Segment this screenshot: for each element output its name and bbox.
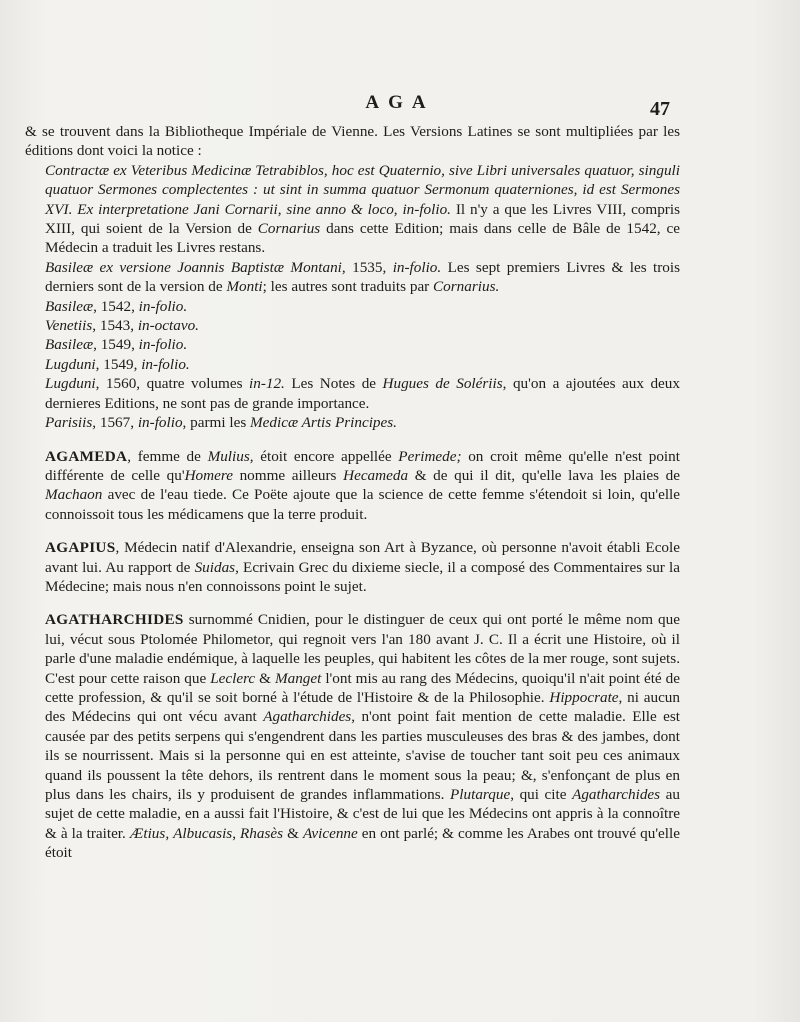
entry-name: Hecameda xyxy=(343,466,409,484)
edition-format: in-folio. xyxy=(138,336,188,354)
edition-year: , 1549, xyxy=(95,355,142,373)
edition-place: Basileæ xyxy=(45,297,94,315)
entry-text: & de qui il dit, qu'elle lava les plaies de xyxy=(408,466,680,484)
edition-year: , 1549, xyxy=(93,336,139,354)
entry-headword: AGAMEDA xyxy=(45,447,128,465)
edition-place: Parisiis xyxy=(45,414,93,432)
edition-format: in-octavo. xyxy=(137,317,199,335)
edition-place: Basileæ xyxy=(45,336,94,354)
edition-place: Lugduni xyxy=(45,375,96,393)
entry-text: en ont parlé; & comme les Arabes ont trouvé qu'elle étoit xyxy=(45,824,680,862)
edition-line xyxy=(25,316,680,335)
edition-year: , 1542, xyxy=(93,297,139,315)
entry-name: Avicenne xyxy=(302,824,358,842)
edition-format: in-folio. xyxy=(138,297,188,315)
page-header xyxy=(0,92,800,122)
entry-name: Machaon xyxy=(45,486,103,504)
entry-name: Ætius xyxy=(129,824,166,842)
montani-edition-paragraph xyxy=(25,258,680,297)
intro-paragraph: & se trouvent dans la Bibliotheque Impériale de Vienne. Les Versions Latines se sont multipliées par les éditions dont voici la notice : xyxy=(25,123,680,160)
entry-text: l'ont mis au rang des Médecins, quoiqu'il n'ait point été de cette profession, & qu'il se soit borné à l'étude de l'Histoire & de la Philosophie. xyxy=(45,669,680,706)
translator-name: Cornarius xyxy=(257,220,321,238)
parisiis-edition-line xyxy=(25,413,680,432)
entry-name: Leclerc xyxy=(210,669,256,687)
entry-headword: AGATHARCHIDES xyxy=(45,611,184,629)
entry-text: , qui cite xyxy=(510,786,573,803)
running-head: AGA xyxy=(365,92,435,113)
entry-agameda xyxy=(25,447,680,525)
edition-format: in-12. xyxy=(249,375,285,393)
entry-name: Suidas xyxy=(194,558,236,576)
edition-year: , 1567, xyxy=(92,414,138,432)
edition-year: , 1543, xyxy=(92,317,138,335)
edition-place: Venetiis xyxy=(45,317,93,335)
entry-text: on croit même qu'elle n'est point différente de celle qu' xyxy=(45,447,680,484)
entry-name: Agatharchides xyxy=(263,708,352,726)
entry-name: Mulius xyxy=(207,447,250,465)
edition-format: in-folio. xyxy=(141,355,190,373)
translator-name: Cornarius. xyxy=(433,278,500,296)
page-body xyxy=(25,122,680,863)
edition-note: Les sept premiers Livres & les trois derniers sont de la version de xyxy=(45,258,681,296)
entry-text: , Ecrivain Grec du dixieme siecle, il a composé des Commentaires sur la Médecine; mais nous n'en connoissons point le sujet. xyxy=(45,558,681,595)
edition-title: Contractæ ex Veteribus Medicinæ Tetrabiblos, hoc est Quaternio, sive Libri universales quatuor, singuli quatuor Sermones complectentes : ut sint in summa quatuor Sermonum quaterniones, id est Sermones XVI. Ex interpretatione Jani Cornarii, sine anno & loco, in-folio. xyxy=(45,161,680,218)
edition-note: , qu'on a ajoutées aux deux dernieres Editions, ne sont pas de grande importance. xyxy=(45,375,680,412)
entry-text: avec de l'eau tiede. Ce Poëte ajoute que la science de cette femme s'étendoit si loin, qu'elle connoissoit tous les médicamens que la terre produit. xyxy=(45,486,680,523)
entry-text: surnommé Cnidien, pour le distinguer de ceux qui ont porté le même nom que lui, vécut sous Ptolomée Philometor, qui regnoit vers l'an 180 avant J. C. Il a écrit une Histoire, où il parle d'une maladie endémique, à laquelle les peuples, qui habitent les côtes de la mer rouge, sont sujets. C'est pour cette raison que xyxy=(45,611,680,687)
edition-format: in-folio xyxy=(137,414,183,432)
page-number: 47 xyxy=(650,98,670,120)
edition-year: , 1535, xyxy=(341,258,393,276)
edition-format: in-folio. xyxy=(392,258,442,276)
edition-note: Il n'y a que les Livres VIII, compris XIII, qui soient de la Version de xyxy=(45,200,680,238)
entry-name: Plutarque xyxy=(450,786,511,803)
entry-text: , xyxy=(165,824,174,842)
edition-title: Basileæ ex versione Joannis Baptistæ Montani xyxy=(45,258,342,276)
lugduni-1560-paragraph xyxy=(25,374,680,413)
edition-place: Lugduni xyxy=(45,355,96,373)
entry-agatharchides xyxy=(25,610,680,862)
entry-text: , xyxy=(232,824,241,842)
translator-name: Monti xyxy=(226,278,263,296)
entry-name: Homere xyxy=(184,466,233,484)
entry-text: & xyxy=(283,824,303,842)
cornarius-edition-paragraph xyxy=(25,161,680,258)
entry-name: Perimede; xyxy=(398,447,462,465)
entry-text: au sujet de cette maladie, en a aussi fait l'Histoire, & c'est de lui que les Médecins ont appris à la connoître & à la traiter. xyxy=(45,786,681,842)
entry-text: , étoit encore appellée xyxy=(249,447,399,465)
entry-text: & xyxy=(255,669,275,687)
edition-note: , 1560, quatre volumes xyxy=(95,375,249,393)
entry-text: , femme de xyxy=(127,447,208,465)
entry-agapius xyxy=(25,538,680,596)
entry-text: , ni aucun des Médecins qui ont vécu avant xyxy=(45,688,680,726)
entry-text: nomme ailleurs xyxy=(232,466,344,484)
annotator-name: Hugues de Solériis xyxy=(382,375,503,393)
edition-line xyxy=(25,335,680,354)
edition-note-rest: dans cette Edition; mais dans celle de Bâle de 1542, ce Médecin a traduit les Livres restans. xyxy=(45,220,680,257)
entry-name: Rhasès xyxy=(240,824,284,842)
entry-name: Agatharchides xyxy=(572,786,661,803)
entry-text: , Médecin natif d'Alexandrie, enseigna son Art à Byzance, où personne n'avoit établi Ecole avant lui. Au rapport de xyxy=(45,539,680,576)
entry-headword: AGAPIUS xyxy=(45,539,116,557)
edition-line xyxy=(25,355,680,374)
edition-line xyxy=(25,297,680,316)
entry-text: , n'ont point fait mention de cette maladie. Elle est causée par des petits serpens qui s'engendrent dans les parties musculeuses des bras & des jambes, dont ils se nourrissent. Mais si la personne qui en est atteinte, s'avise de toucher tant soit peu ces animaux quand ils poussent la tête dehors, ils rentrent dans le moment sous la peau; &, s'enfonçant de plus en plus dans les chairs, ils y produisent de grandes inflammations. xyxy=(45,708,680,803)
edition-note: ; les autres sont traduits par xyxy=(262,278,434,296)
entry-name: Manget xyxy=(274,669,322,687)
edition-note: , parmi les xyxy=(182,414,251,432)
entry-name: Hippocrate xyxy=(549,688,619,706)
edition-note: Les Notes de xyxy=(284,375,383,393)
collection-title: Medicæ Artis Principes. xyxy=(250,414,397,432)
entry-name: Albucasis xyxy=(173,824,233,842)
